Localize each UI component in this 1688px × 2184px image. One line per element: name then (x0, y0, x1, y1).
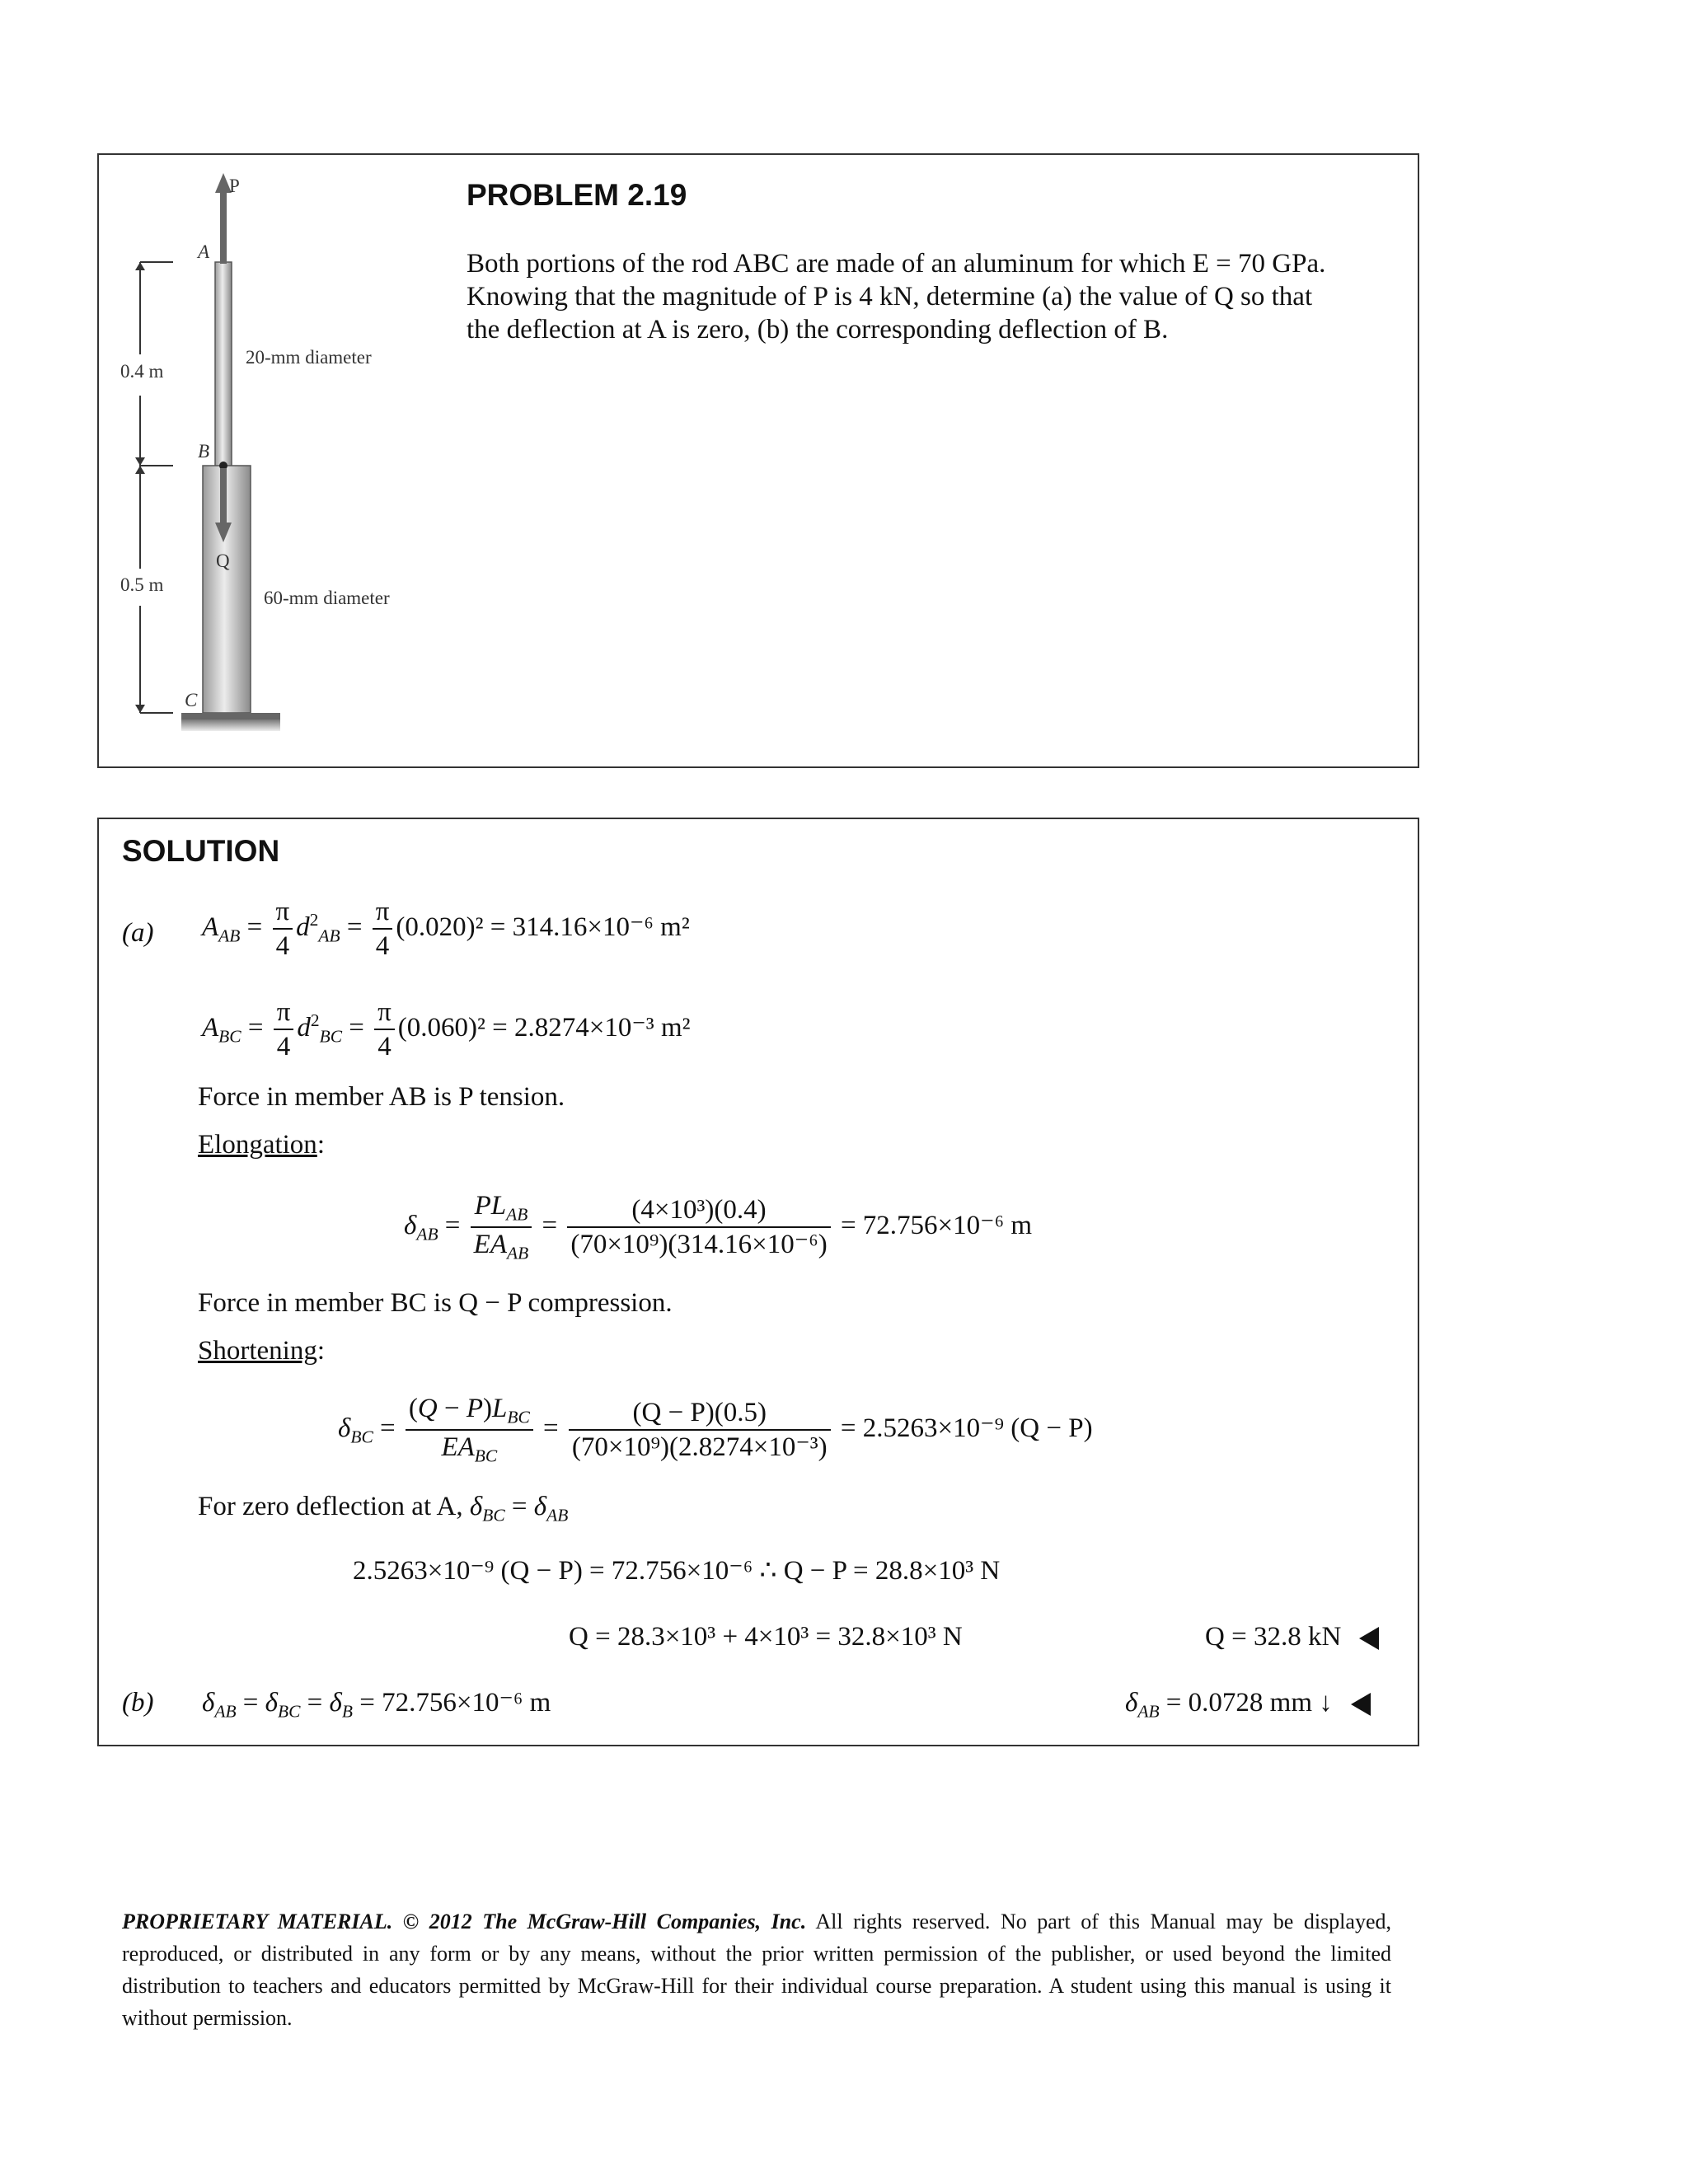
q-answer: Q = 32.8 kN (1205, 1624, 1379, 1651)
delta-bc-result: = 2.5263×10⁻⁹ (Q − P) (840, 1413, 1093, 1444)
q-calculation: Q = 28.3×10³ + 4×10³ = 32.8×10³ N (569, 1622, 963, 1652)
delta-ab-numerator: (4×10³)(0.4) (567, 1197, 830, 1228)
copyright-footer (122, 1905, 1391, 2034)
label-q: Q (216, 551, 230, 571)
dimension-lines (135, 262, 173, 713)
rod-ab (215, 262, 232, 470)
solution-title: SOLUTION (122, 834, 280, 868)
area-bc-equation: $A_{BC}$ = $\frac{\pi}{4}$ $d^2_{BC}$ = $\frac{\pi}{4}$ (0.060)² = 2.8274×10⁻³ m² (202, 997, 691, 1062)
statement-line: Knowing that the magnitude of P is 4 kN, determine (a) the value of Q so that (467, 282, 1313, 312)
part-b-equation: $\delta_{AB} = \delta_{BC} = \delta_B = 72.756\times 10^{-6}$ m (202, 1688, 551, 1722)
b-answer: $\delta_{AB} = 0.0728$ mm ↓ (1125, 1690, 1371, 1721)
label-length-ab: 0.4 m (120, 361, 164, 382)
label-diameter-bc: 60-mm diameter (264, 588, 390, 608)
delta-bc-denominator: (70×10⁹)(2.8274×10⁻³) (571, 1432, 828, 1463)
area-ab-equation: $A_{AB}$ = $\frac{\pi}{4}$ $d^2_{AB}$ = $\frac{\pi}{4}$ (0.020)² = 314.16×10⁻⁶ m² (202, 897, 690, 961)
label-diameter-ab: 20-mm diameter (246, 347, 372, 368)
statement-line: the deflection at A is zero, (b) the corresponding deflection of B. (467, 315, 1169, 344)
elongation-label: Elongation: (198, 1130, 325, 1160)
delta-ab-equation: $\delta_{AB}$ = $\frac{PL_{AB}}{EA_{AB}}$ = $\frac{\text{(4×10³)(0.4)}}{\text{(70×10⁹)(314.16×10⁻⁶)}}$ = 72.756×10⁻⁶ m (404, 1191, 1033, 1263)
equation-line: 2.5263×10⁻⁹ (Q − P) = 72.756×10⁻⁶ ∴ Q − P = 28.8×10³ N (353, 1556, 1001, 1586)
force-ab-text: Force in member AB is P tension. (198, 1082, 565, 1112)
footer-bold: PROPRIETARY MATERIAL. © 2012 The McGraw-Hill Companies, Inc. (122, 1910, 807, 1933)
label-p: P (229, 176, 240, 196)
area-ab-result: (0.020)² = 314.16×10⁻⁶ m² (396, 912, 690, 943)
label-length-bc: 0.5 m (120, 574, 164, 595)
answer-marker-icon (1351, 1693, 1371, 1716)
base-support (181, 713, 280, 719)
delta-bc-numerator: (Q − P)(0.5) (569, 1399, 831, 1431)
problem-statement (467, 247, 1394, 346)
statement-line: Both portions of the rod ABC are made of an aluminum for which E = 70 GPa. (467, 249, 1326, 279)
delta-bc-equation: $\delta_{BC}$ = $\frac{(Q - P)L_{BC}}{EA_{BC}}$ = $\frac{(Q - P)(0.5)}{\text{(70×10⁹)(2.8274×10⁻³)}}$ = 2.5263×10⁻⁹ (Q − P) (338, 1394, 1093, 1466)
part-b-label: (b) (122, 1688, 154, 1718)
part-a-label: (a) (122, 918, 154, 948)
footer-text: All rights reserved. No part of this Manual may be displayed, reproduced, or distributed in any form or by any means, without the prior written permission of the publisher, or used beyond the limited distribution to teachers and educators permitted by McGraw-Hill for their individual course preparation. A student using this manual is using it without permission. (122, 1910, 1391, 2030)
area-bc-result: (0.060)² = 2.8274×10⁻³ m² (397, 1013, 691, 1043)
rod-figure (107, 165, 437, 750)
shortening-label: Shortening: (198, 1336, 325, 1366)
delta-ab-denominator: (70×10⁹)(314.16×10⁻⁶) (570, 1230, 828, 1260)
problem-title: PROBLEM 2.19 (467, 178, 687, 212)
label-b: B (198, 441, 210, 462)
delta-ab-result: = 72.756×10⁻⁶ m (840, 1211, 1033, 1241)
label-c: C (185, 690, 198, 710)
answer-marker-icon (1359, 1627, 1379, 1650)
label-a: A (198, 241, 210, 262)
force-bc-text: Force in member BC is Q − P compression. (198, 1288, 673, 1318)
zero-deflection-line: For zero deflection at A, $\delta_{BC} = \delta_{AB}$ (198, 1492, 569, 1526)
